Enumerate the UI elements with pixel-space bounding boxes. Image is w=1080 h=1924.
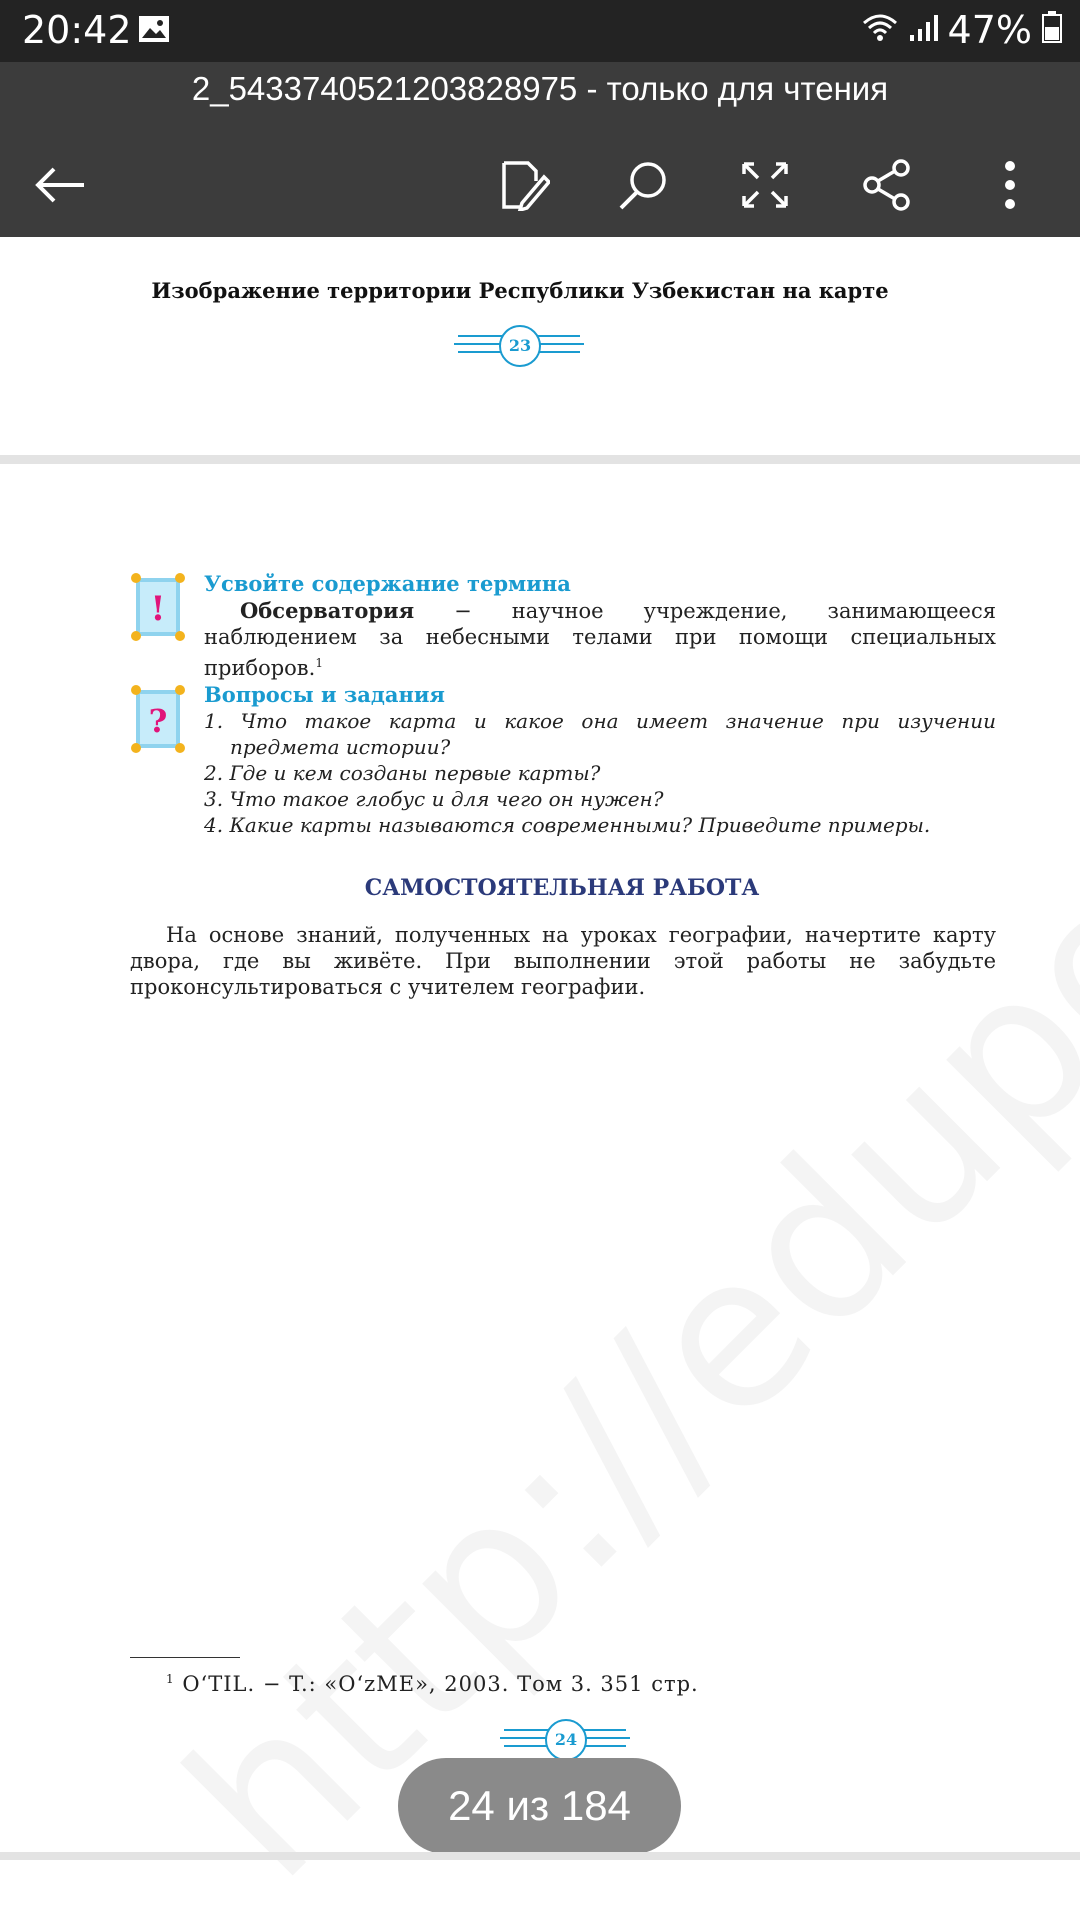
svg-text:?: ? [148, 702, 168, 740]
status-indicators [862, 8, 1062, 52]
app-toolbar [0, 62, 1080, 237]
status-bar [0, 0, 1080, 62]
share-button[interactable] [852, 150, 922, 220]
independent-work-text: На основе знаний, полученных на уроках географии, начертите карту двора, где вы живёте. При выполнении этой работы не забудьте проконсультироваться с учителем географии. [130, 923, 996, 999]
question-icon [130, 684, 186, 744]
previous-page-number-label: 23 [499, 325, 541, 367]
term-footnote-mark: 1 [315, 656, 323, 670]
battery-percent: 47% [947, 8, 1032, 52]
search-button[interactable] [608, 150, 678, 220]
battery-icon [1042, 8, 1062, 52]
back-button[interactable] [25, 150, 95, 220]
page-indicator[interactable]: 24 из 184 [398, 1758, 681, 1854]
page-separator [0, 455, 1080, 464]
signal-icon [908, 8, 938, 52]
current-page-number [500, 1717, 630, 1761]
question-item-3: 3. Что такое глобус и для чего он нужен? [204, 787, 664, 811]
back-arrow-icon [32, 165, 88, 205]
page-separator-bottom [0, 1852, 1080, 1860]
question-item-1: 1. Что такое карта и какое она имеет значение при изучении предмета истории? [204, 709, 996, 759]
edit-button[interactable] [490, 150, 560, 220]
footnote-mark: 1 [166, 1672, 175, 1686]
independent-work-heading: САМОСТОЯТЕЛЬНАЯ РАБОТА [364, 875, 760, 901]
edit-document-icon [500, 159, 550, 211]
previous-page-heading: Изображение территории Республики Узбекистан на карте [151, 278, 889, 303]
term-section-title: Усвойте содержание термина [204, 571, 571, 596]
fullscreen-button[interactable] [730, 150, 800, 220]
question-item-4: 4. Какие карты называются современными? Приведите примеры. [204, 813, 931, 837]
more-options-button[interactable] [975, 150, 1045, 220]
term-definition-text: − научное учреждение, занимающееся наблюдением за небесными телами при помощи специальных приборов. [204, 599, 996, 680]
previous-page-number [454, 323, 584, 367]
questions-list [204, 708, 996, 838]
footnote-text: O‘TIL. − T.: «O‘zME», 2003. Том 3. 351 стр. [182, 1672, 699, 1696]
wifi-icon [862, 8, 898, 52]
share-icon [861, 159, 913, 211]
status-time: 20:42 [22, 8, 132, 52]
term-word: Обсерватория [240, 598, 415, 623]
footnote-separator [130, 1657, 240, 1658]
expand-icon [740, 160, 790, 210]
footnote [166, 1672, 699, 1696]
questions-section-title: Вопросы и задания [204, 682, 445, 707]
document-title: 2_5433740521203828975 - только для чтения [191, 70, 889, 107]
search-icon [616, 158, 670, 212]
current-page-number-label: 24 [545, 1719, 587, 1761]
more-vertical-icon [1002, 160, 1018, 210]
question-item-2: 2. Где и кем созданы первые карты? [204, 761, 601, 785]
svg-text:!: ! [150, 589, 166, 629]
term-definition [204, 598, 996, 681]
exclamation-icon [130, 572, 186, 632]
gallery-notification-icon [138, 15, 170, 47]
